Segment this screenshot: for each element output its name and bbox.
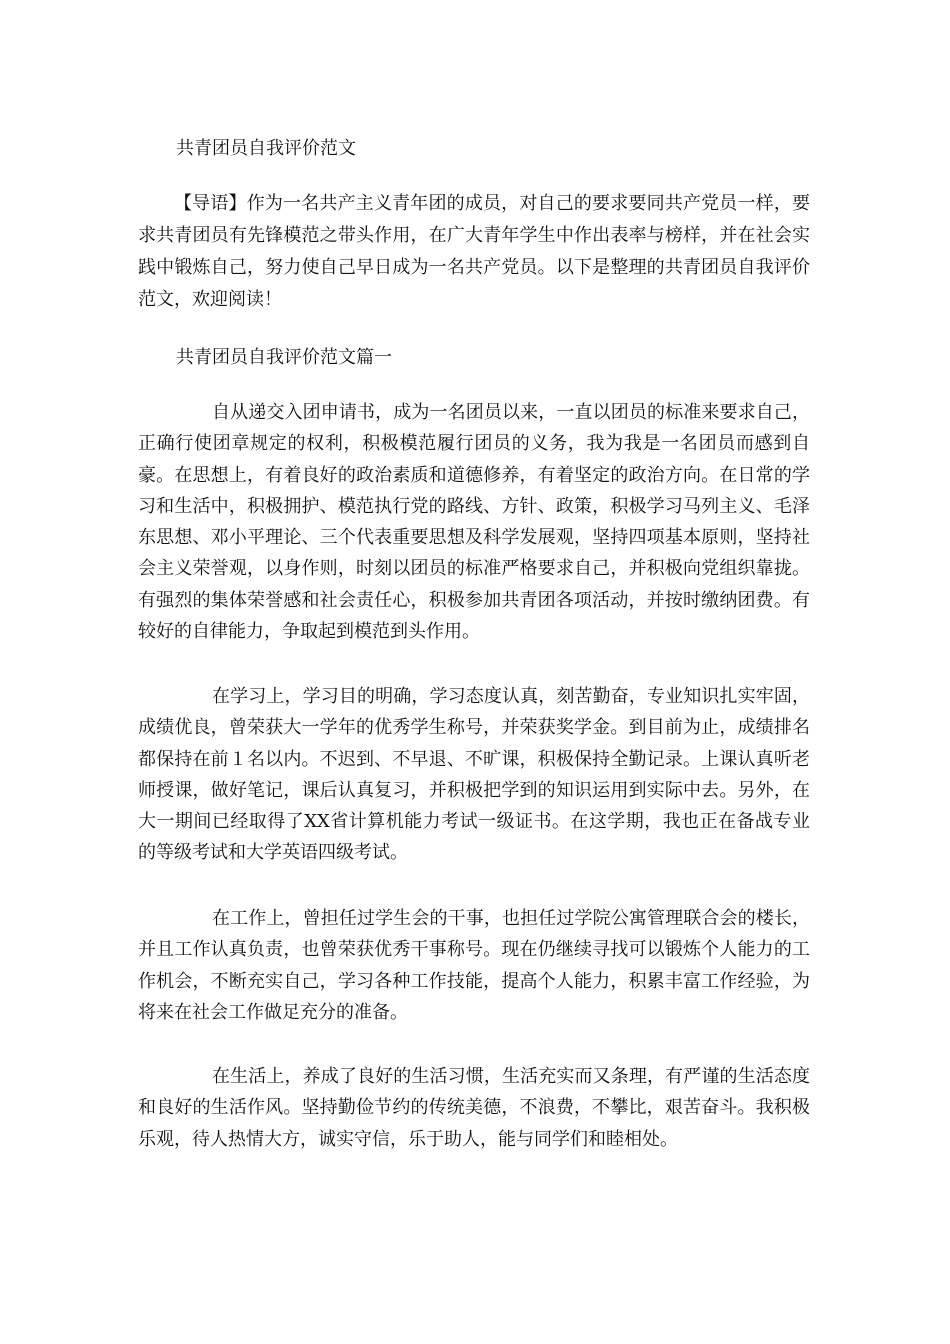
body-paragraph-work: 在工作上，曾担任过学生会的干事，也担任过学院公寓管理联合会的楼长，并且工作认真负责，也曾荣获优秀干事称号。现在仍继续寻找可以锻炼个人能力的工作机会，不断充实自己，学习各种工作技能，提高个人能力，积累丰富工作经验，为将来在社会工作做足充分的准备。 bbox=[138, 908, 810, 1023]
document-title: 共青团员自我评价范文 bbox=[176, 138, 356, 159]
intro-paragraph: 【导语】作为一名共产主义青年团的成员，对自己的要求要同共产党员一样，要求共青团员有先锋模范之带头作用，在广大青年学生中作出表率与榜样，并在社会实践中锻炼自己，努力使自己早日成为一名共产党员。以下是整理的共青团员自我评价范文，欢迎阅读！ bbox=[138, 193, 810, 310]
body-paragraph-life: 在生活上，养成了良好的生活习惯，生活充实而又条理，有严谨的生活态度和良好的生活作风。坚持勤俭节约的传统美德，不浪费，不攀比，艰苦奋斗。我积极乐观，待人热情大方，诚实守信，乐于助人，能与同学们和睦相处。 bbox=[138, 1066, 810, 1150]
body-paragraph-ideology: 自从递交入团申请书，成为一名团员以来，一直以团员的标准来要求自己，正确行使团章规定的权利，积极模范履行团员的义务，我为我是一名团员而感到自豪。在思想上，有着良好的政治素质和道德修养，有着坚定的政治方向。在日常的学习和生活中，积极拥护、模范执行党的路线、方针、政策，积极学习马列主义、毛泽东思想、邓小平理论、三个代表重要思想及科学发展观，坚持四项基本原则，坚持社会主义荣誉观，以身作则，时刻以团员的标准严格要求自己，并积极向党组织靠拢。有强烈的集体荣誉感和社会责任心，积极参加共青团各项活动，并按时缴纳团费。有较好的自律能力，争取起到模范到头作用。 bbox=[138, 402, 810, 643]
body-paragraph-study: 在学习上，学习目的明确，学习态度认真，刻苦勤奋，专业知识扎实牢固，成绩优良，曾荣获大一学年的优秀学生称号，并荣获奖学金。到目前为止，成绩排名都保持在前１名以内。不迟到、不早退、不旷课，积极保持全勤记录。上课认真听老师授课，做好笔记，课后认真复习，并积极把学到的知识运用到实际中去。另外，在大一期间已经取得了XX省计算机能力考试一级证书。在这学期，我也正在备战专业的等级考试和大学英语四级考试。 bbox=[138, 686, 810, 864]
section-title: 共青团员自我评价范文篇一 bbox=[176, 347, 392, 368]
